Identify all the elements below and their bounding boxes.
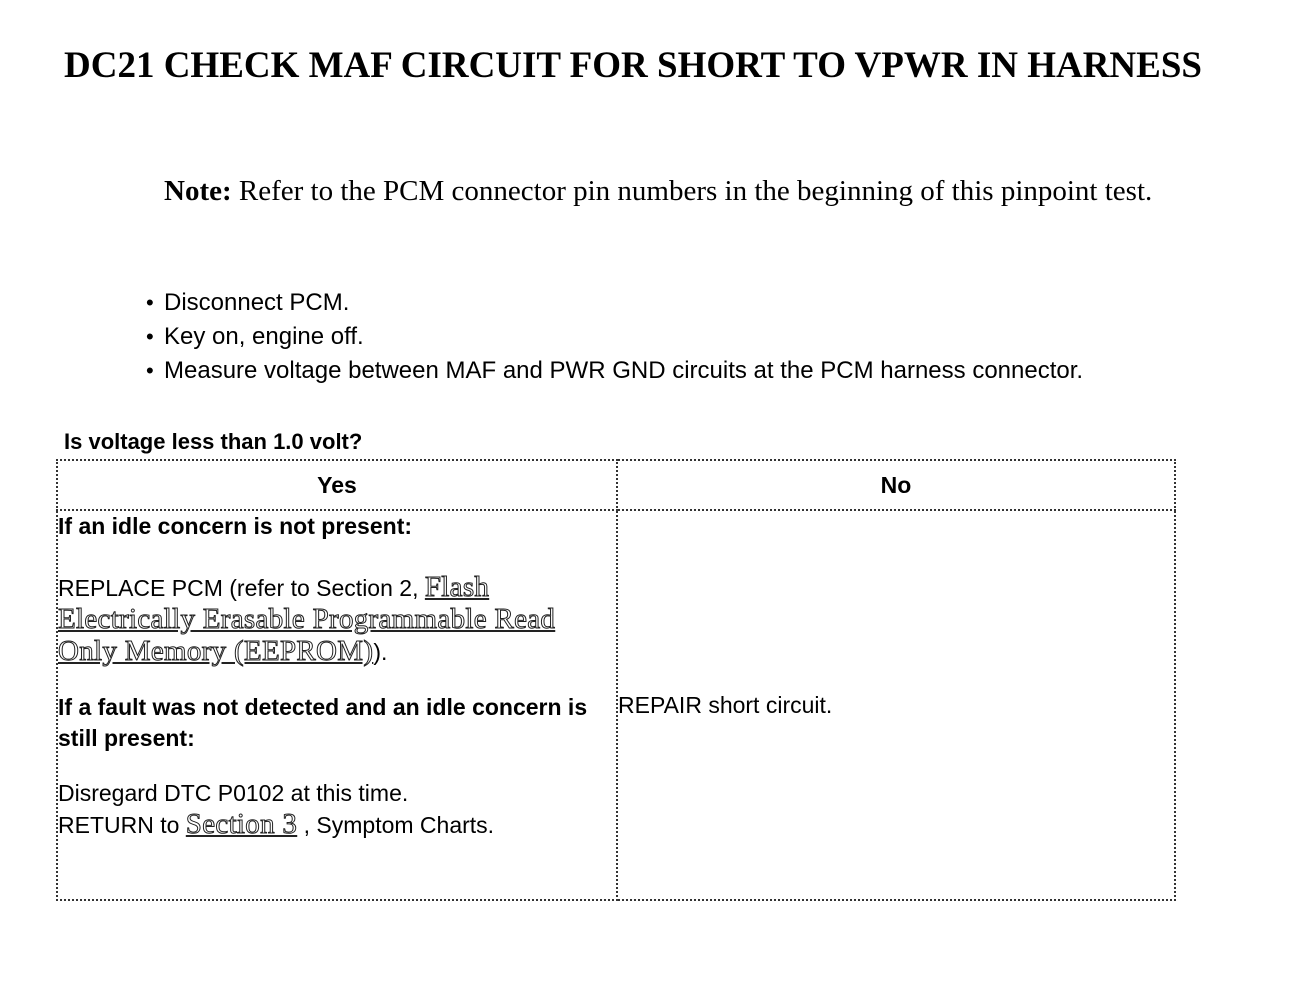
header-no: No [617, 460, 1175, 510]
decision-table [56, 459, 1176, 901]
yes-cell [57, 510, 617, 900]
yes-action-2-line2 [58, 809, 616, 841]
section-3-link[interactable]: Section 3 [185, 808, 298, 840]
action-1-suffix: ). [373, 639, 388, 665]
action-1-prefix: REPLACE PCM (refer to Section 2, [58, 575, 425, 601]
action-2-suffix: , Symptom Charts. [297, 812, 495, 838]
action-2-prefix: RETURN to [58, 812, 186, 838]
bullet-icon: • [146, 290, 154, 315]
note-text: Refer to the PCM connector pin numbers in the beginning of this pinpoint test. [238, 175, 1153, 207]
no-action: REPAIR short circuit. [618, 691, 833, 718]
note-label: Note: [164, 175, 232, 207]
page-title: DC21 CHECK MAF CIRCUIT FOR SHORT TO VPWR IN HARNESS [64, 45, 1202, 86]
table-header-row [57, 460, 1175, 510]
step-item [146, 286, 1083, 320]
step-text: Key on, engine off. [164, 323, 364, 350]
step-text: Measure voltage between MAF and PWR GND circuits at the PCM harness connector. [164, 357, 1084, 384]
bullet-icon: • [146, 324, 154, 349]
step-text: Disconnect PCM. [164, 289, 350, 316]
step-item [146, 320, 1083, 354]
note [164, 172, 1264, 210]
table-row [57, 510, 1175, 900]
no-cell [617, 510, 1175, 900]
procedure-steps [146, 286, 1083, 388]
header-yes: Yes [57, 460, 617, 510]
test-question: Is voltage less than 1.0 volt? [64, 429, 363, 454]
yes-action-1 [58, 572, 616, 668]
yes-condition-1: If an idle concern is not present: [58, 513, 413, 539]
yes-action-2-line1: Disregard DTC P0102 at this time. [58, 780, 409, 806]
eeprom-link[interactable]: Flash Electrically Erasable Programmable Read Only Memory (EEPROM) [58, 571, 556, 667]
yes-condition-2: If a fault was not detected and an idle concern is still present: [58, 694, 588, 751]
step-item [146, 354, 1083, 388]
bullet-icon: • [146, 358, 154, 383]
